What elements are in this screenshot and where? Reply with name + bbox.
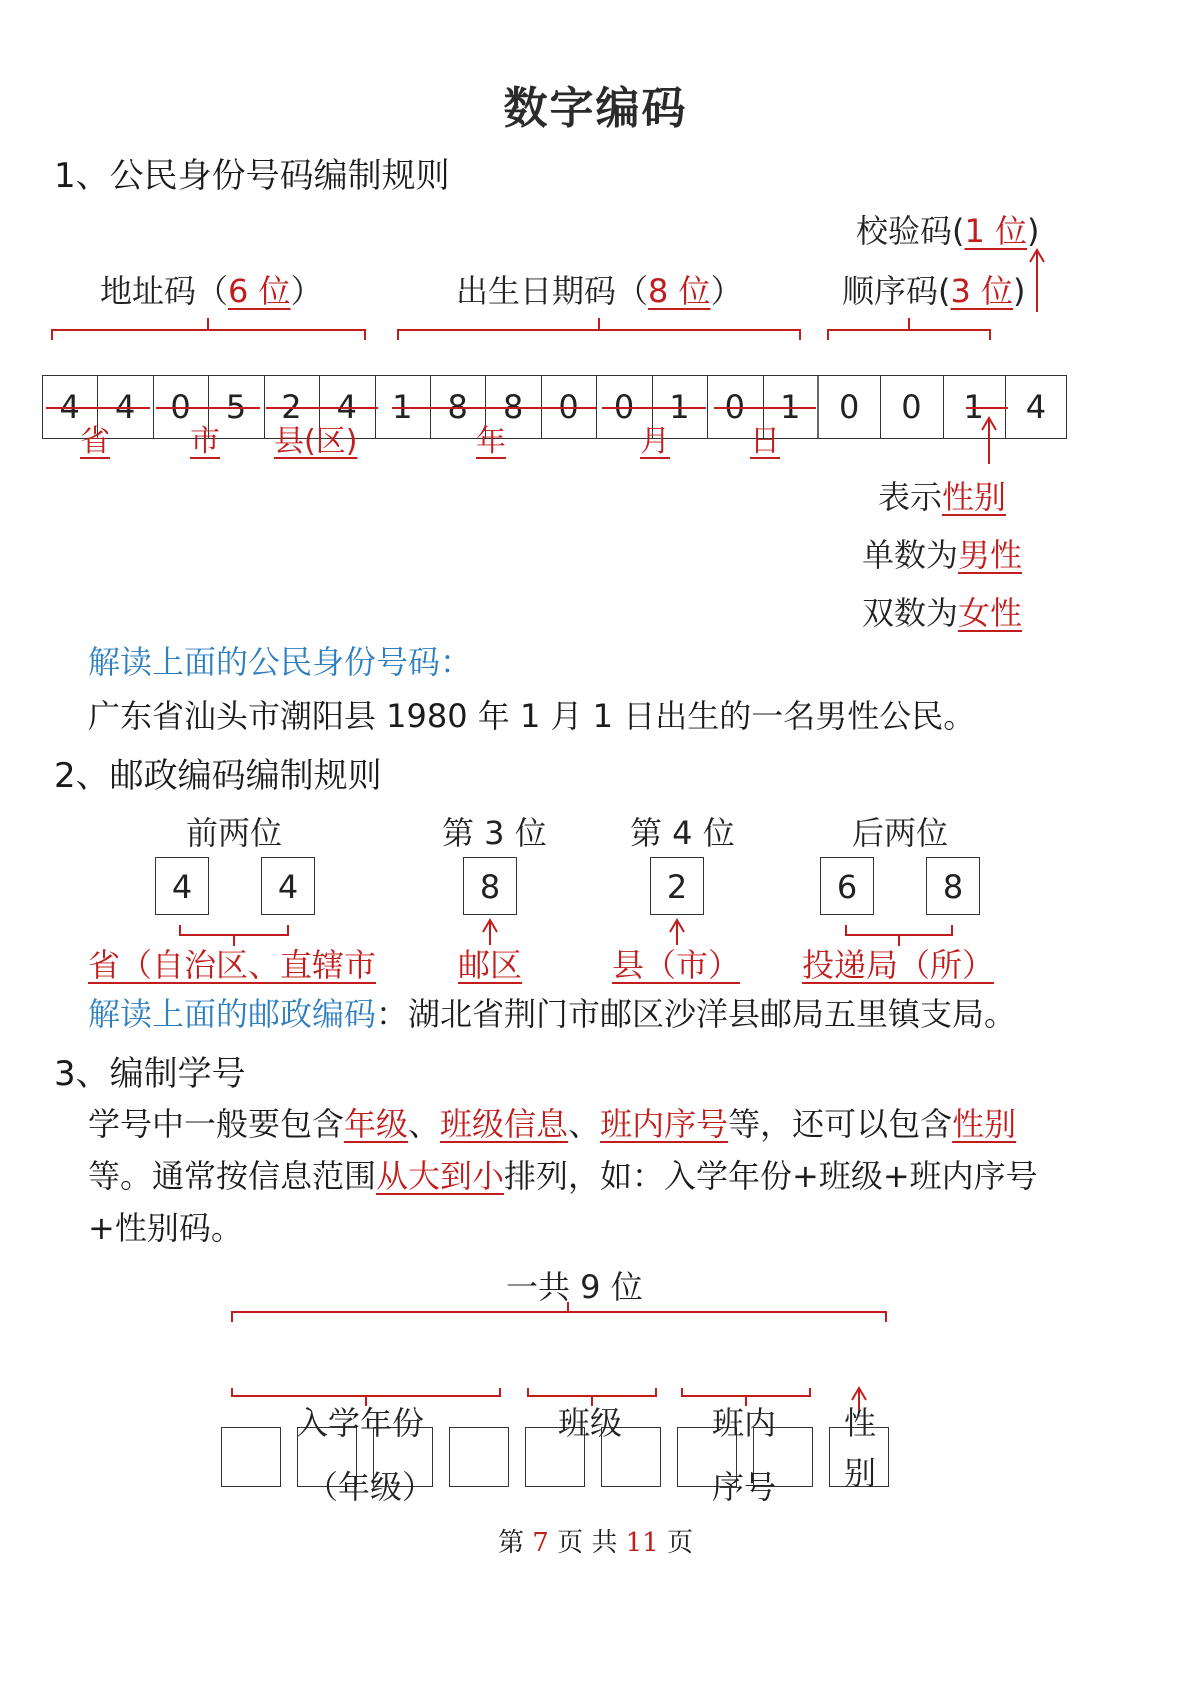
id-digit-9: 8 [502,388,524,426]
postal-last-bracket [846,925,952,946]
id-digit-16: 0 [901,388,922,426]
postal-third-arrow [483,920,497,945]
postal-last-two: 后两位 [852,814,949,852]
class-label: 班级 [558,1404,623,1442]
seat-bracket [682,1388,810,1406]
id-digit-14: 1 [780,388,801,426]
sequence-code-close: ) [1013,272,1026,310]
postal-digit-6: 8 [926,857,980,915]
seat-label-1: 班内 [712,1404,777,1442]
postal-fourth-arrow [670,920,684,945]
line1-class-info: 班级信息 [440,1105,569,1143]
label-county: 县(区) [274,424,358,459]
postal-digit-3: 8 [463,857,517,915]
line1-gender: 性别 [952,1105,1017,1143]
label-year: 年 [476,424,506,459]
section2-heading: 2、邮政编码编制规则 [54,756,382,796]
footer-mid: 页 共 [557,1528,618,1558]
gender-arrow [982,418,996,464]
id-digit-1: 4 [59,388,80,426]
line2-text-a: 等。通常按信息范围 [88,1157,377,1195]
id-digit-7: 1 [392,388,413,426]
id-digit-4: 5 [225,388,247,426]
id-digit-10: 0 [558,388,579,426]
enroll-bracket [232,1388,500,1406]
postal-digit-1: 4 [155,857,209,915]
postal-county-desc: 县（市） [612,946,741,984]
check-code-text: 校验码( [856,212,965,250]
line2-large-to-small: 从大到小 [376,1157,505,1195]
id-digit-3: 0 [170,388,191,426]
address-code-close: ） [290,272,323,310]
class-bracket [528,1388,656,1406]
check-code-count: 1 位 [964,212,1028,250]
footer-page-total: 11 [625,1528,659,1558]
postal-digit-5: 6 [820,857,874,915]
section3-line3: +性别码。 [88,1209,243,1247]
enroll-year-label: 入学年份 [296,1404,425,1442]
id-digit-11: 0 [613,388,635,426]
address-bracket [52,318,365,340]
id-digit-18: 4 [1025,388,1047,426]
label-day: 日 [750,424,780,459]
gender-note-text: 表示 [878,478,943,516]
id-digit-5: 2 [281,388,302,426]
page-title: 数字编码 [503,83,688,134]
address-code-text: 地址码（ [100,272,229,310]
grade-label: （年级） [306,1468,435,1506]
id-interpret-text: 广东省汕头市潮阳县 1980 年 1 月 1 日出生的一名男性公民。 [88,697,976,735]
footer-suffix: 页 [666,1528,693,1558]
id-digit-17: 1 [963,388,984,426]
postal-office-desc: 投递局（所） [802,946,995,984]
id-digit-12: 1 [669,388,690,426]
check-code-arrow [1030,250,1044,312]
postal-fourth: 第 4 位 [630,814,735,852]
line1-text-a: 学号中一般要包含 [88,1105,345,1143]
check-code-close: ) [1027,212,1040,250]
sequence-code-count: 3 位 [950,272,1014,310]
address-code-count: 6 位 [228,272,291,310]
footer-page-number: 7 [532,1528,549,1558]
birth-code-count: 8 位 [648,272,711,310]
odd-note-text: 单数为 [862,536,959,574]
line2-text-c: 排列，如：入学年份+班级+班内序号 [504,1157,1038,1195]
postal-digit-2: 4 [261,857,315,915]
seat-label-2: 序号 [712,1468,777,1506]
even-note-word: 女性 [958,594,1023,632]
gender-note-word: 性别 [942,478,1007,516]
postal-interpret-text: ：湖北省荆门市邮区沙洋县邮局五里镇支局。 [376,995,1017,1033]
postal-district-desc: 邮区 [458,946,523,984]
line1-grade: 年级 [344,1105,409,1143]
id-interpret-label: 解读上面的公民身份号码： [88,643,473,681]
section1-heading: 1、公民身份号码编制规则 [54,156,450,196]
section3-heading: 3、编制学号 [54,1054,246,1094]
odd-note-word: 男性 [958,536,1023,574]
birth-bracket [398,318,800,340]
birth-code-close: ） [710,272,743,310]
id-digit-13: 0 [724,388,746,426]
postal-third: 第 3 位 [442,814,547,852]
postal-first-bracket [180,925,288,946]
line1-sep-1: 、 [408,1105,441,1143]
label-province: 省 [80,424,110,459]
gender-label-2: 别 [844,1454,877,1492]
footer-prefix: 第 [498,1528,525,1558]
line1-sep-2: 、 [568,1105,601,1143]
even-note-text: 双数为 [862,594,959,632]
postal-interpret-label: 解读上面的邮政编码 [88,995,377,1033]
line1-text-g: 等，还可以包含 [728,1105,953,1143]
id-digit-6: 4 [336,388,358,426]
id-digit-15: 0 [838,388,860,426]
line1-seat-number: 班内序号 [600,1105,729,1143]
postal-province-desc: 省（自治区、直辖市 [88,946,377,984]
postal-digit-4: 2 [650,857,704,915]
id-digit-8: 8 [447,388,468,426]
sequence-code-text: 顺序码( [842,272,951,310]
total-bracket [232,1302,886,1322]
id-digit-2: 4 [114,388,136,426]
sequence-bracket [828,318,990,340]
gender-id-arrow [852,1388,866,1410]
postal-first-two: 前两位 [186,814,283,852]
total-digits-label: 一共 9 位 [506,1268,643,1306]
label-city: 市 [190,424,220,459]
birth-code-text: 出生日期码（ [456,272,649,310]
label-month: 月 [640,424,670,459]
gender-label-1: 性 [844,1404,877,1442]
